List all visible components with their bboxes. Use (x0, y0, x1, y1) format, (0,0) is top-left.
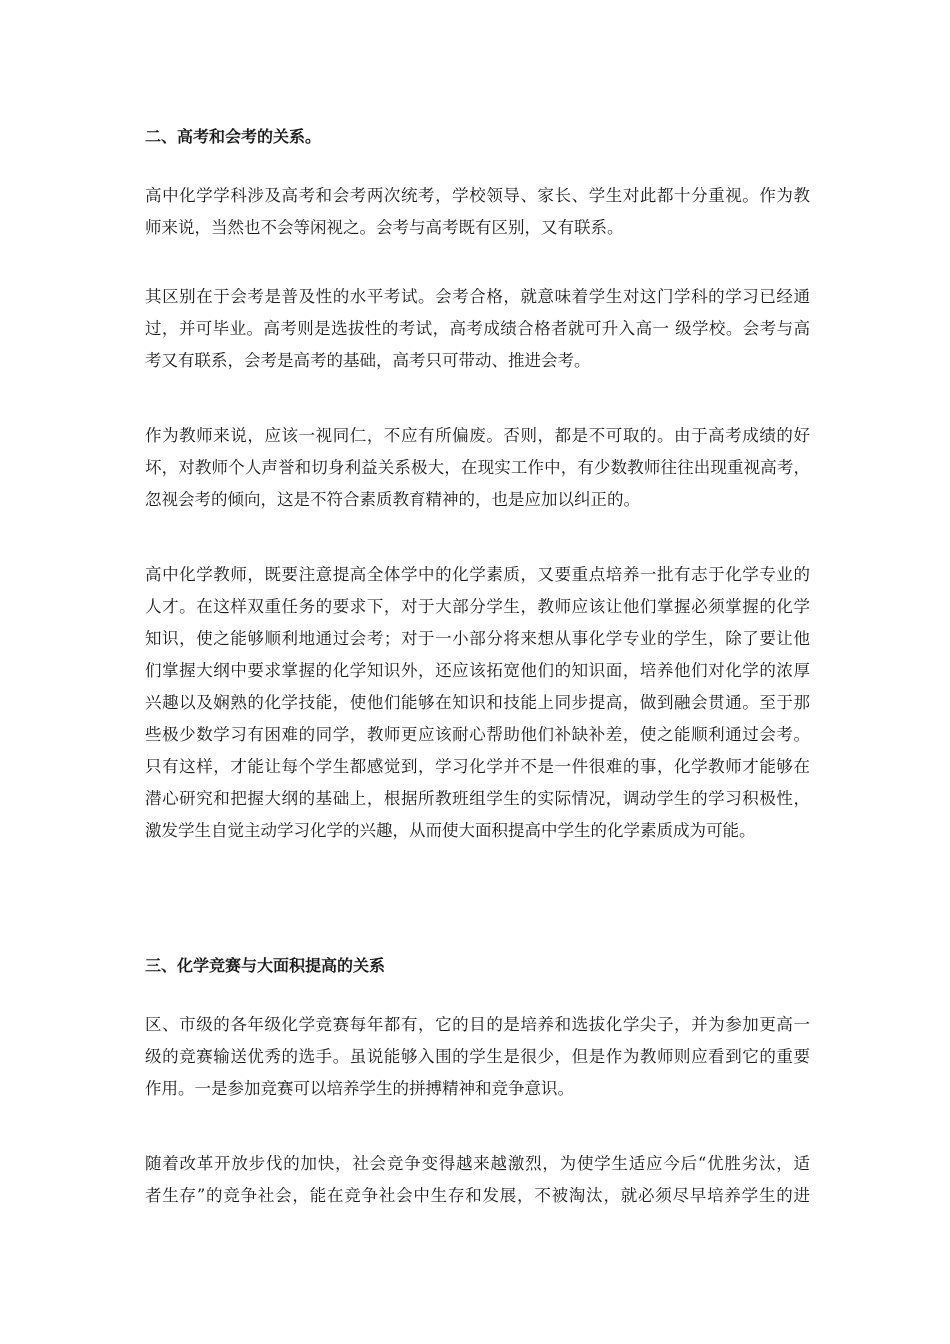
text-line: 作用。一是参加竞赛可以培养学生的拼搏精神和竞争意识。 (145, 1079, 574, 1098)
paragraph (145, 559, 810, 847)
text-line: 过，并可毕业。高考则是选拔性的考试，高考成绩合格者就可升入高一 级学校。会考与高 (145, 319, 810, 338)
paragraph (145, 281, 810, 377)
text-line: 考又有联系，会考是高考的基础，高考只可带动、推进会考。 (145, 351, 591, 370)
text-line: 们掌握大纲中要求掌握的化学知识外，还应该拓宽他们的知识面，培养他们对化学的浓厚 (145, 661, 810, 680)
text-line: 区、市级的各年级化学竞赛每年都有，它的目的是培养和选拔化学尖子，并为参加更高一 (145, 1015, 810, 1034)
text-line: 坏，对教师个人声誉和切身利益关系极大，在现实工作中，有少数教师往往出现重视高考， (145, 458, 810, 477)
text-line: 高中化学学科涉及高考和会考两次统考，学校领导、家长、学生对此都十分重视。作为教 (145, 186, 810, 205)
section-heading: 三、化学竞赛与大面积提高的关系 (145, 956, 386, 975)
text-line: 激发学生自觉主动学习化学的兴趣，从而使大面积提高中学生的化学素质成为可能。 (145, 821, 756, 840)
text-line: 其区别在于会考是普及性的水平考试。会考合格，就意味着学生对这门学科的学习已经通 (145, 287, 810, 306)
paragraph (145, 420, 810, 516)
paragraph (145, 1009, 810, 1105)
text-line: 兴趣以及娴熟的化学技能，使他们能够在知识和技能上同步提高，做到融会贯通。至于那 (145, 693, 810, 712)
text-line: 知识，使之能够顺利地通过会考；对于一小部分将来想从事化学专业的学生，除了要让他 (145, 629, 810, 648)
text-line: 者生存”的竞争社会，能在竞争社会中生存和发展，不被淘汰，就必须尽早培养学生的进 (145, 1186, 810, 1205)
paragraph (145, 1148, 810, 1212)
text-line: 些极少数学习有困难的同学，教师更应该耐心帮助他们补缺补差，使之能顺利通过会考。 (145, 725, 810, 744)
text-line: 随着改革开放步伐的加快，社会竞争变得越来越激烈，为使学生适应今后“优胜劣汰，适 (145, 1154, 810, 1173)
text-line: 忽视会考的倾向，这是不符合素质教育精神的，也是应加以纠正的。 (145, 490, 640, 509)
text-line: 潜心研究和把握大纲的基础上，根据所教班组学生的实际情况，调动学生的学习积极性， (145, 789, 810, 808)
text-line: 级的竞赛输送优秀的选手。虽说能够入围的学生是很少，但是作为教师则应看到它的重要 (145, 1047, 810, 1066)
text-line: 只有这样，才能让每个学生都感觉到，学习化学并不是一件很难的事，化学教师才能够在 (145, 757, 810, 776)
text-line: 人才。在这样双重任务的要求下，对于大部分学生，教师应该让他们掌握必须掌握的化学 (145, 597, 810, 616)
paragraph (145, 180, 810, 244)
section-heading: 二、高考和会考的关系。 (145, 127, 322, 146)
text-line: 高中化学教师，既要注意提高全体学中的化学素质，又要重点培养一批有志于化学专业的 (145, 565, 810, 584)
text-line: 师来说，当然也不会等闲视之。会考与高考既有区别，又有联系。 (145, 218, 624, 237)
text-line: 作为教师来说，应该一视同仁，不应有所偏废。否则，都是不可取的。由于高考成绩的好 (145, 426, 810, 445)
